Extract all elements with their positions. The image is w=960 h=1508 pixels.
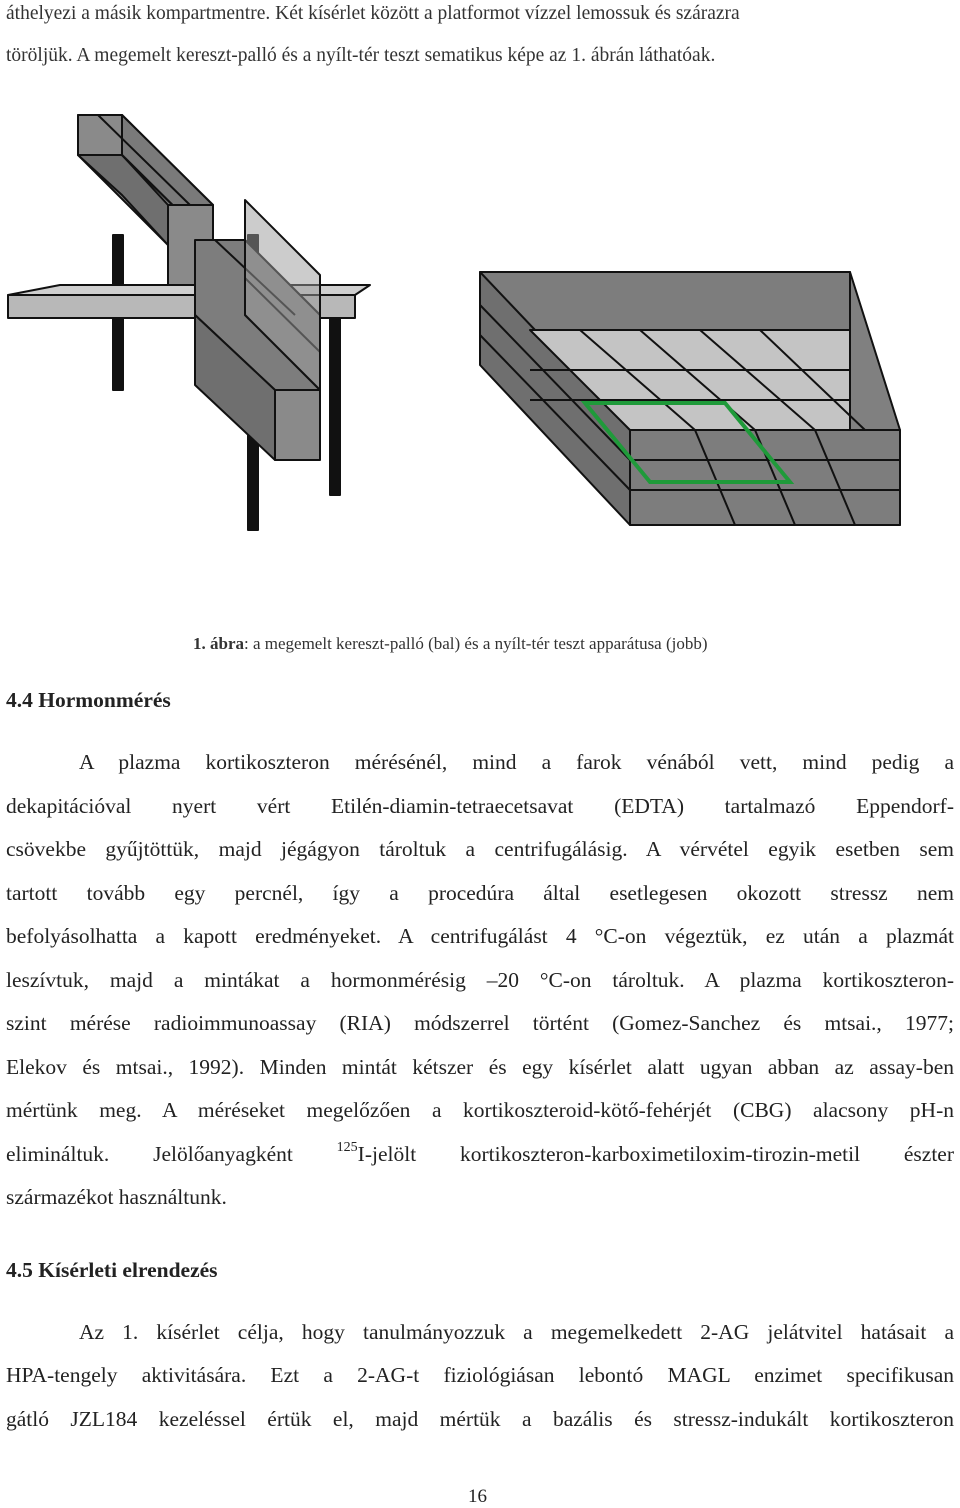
- section-heading-4-4: 4.4 Hormonmérés: [6, 688, 171, 712]
- isotope-superscript: 125: [336, 1140, 358, 1155]
- paragraph-line: gátló JZL184 kezeléssel értük el, majd mértük a bazális és stressz-indukált kortikoszteron: [6, 1407, 954, 1431]
- elevated-plus-maze-illustration: [0, 100, 440, 540]
- paragraph-line: befolyásolhatta a kapott eredményeket. A centrifugálást 4 °C-on végeztük, ez után a plazmát: [6, 924, 954, 948]
- intro-line-2: töröljük. A megemelt kereszt-palló és a nyílt-tér teszt sematikus képe az 1. ábrán láthatóak.: [6, 45, 716, 66]
- paragraph-line: dekapitációval nyert vért Etilén-diamin-tetraecetsavat (EDTA) tartalmazó Eppendorf-: [6, 794, 954, 818]
- isotope-line-start: elimináltuk. Jelölőanyagként: [6, 1142, 337, 1166]
- paragraph-line: leszívtuk, majd a mintákat a hormonmérésig –20 °C-on tároltuk. A plazma kortikoszteron-: [6, 968, 954, 992]
- paragraph-line: szint mérése radioimmunoassay (RIA) módszerrel történt (Gomez-Sanchez és mtsai., 1977;: [6, 1011, 954, 1035]
- paragraph-line: HPA-tengely aktivitására. Ezt a 2-AG-t fiziológiásan lebontó MAGL enzimet specifikusan: [6, 1363, 954, 1387]
- paragraph-line: A plazma kortikoszteron mérésénél, mind a farok vénából vett, mind pedig a: [79, 750, 954, 774]
- paragraph-line: Elekov és mtsai., 1992). Minden mintát kétszer és egy kísérlet alatt ugyan abban az assay-ben: [6, 1055, 954, 1079]
- paragraph-line-isotope: [6, 1141, 954, 1171]
- paragraph-line: származékot használtunk.: [6, 1185, 227, 1209]
- figure-caption: [193, 633, 708, 655]
- paragraph-line: csövekbe gyűjtöttük, majd jégágyon tároltuk a centrifugálásig. A vérvétel egyik esetben sem: [6, 837, 954, 861]
- intro-line-1: áthelyezi a másik kompartmentre. Két kísérlet között a platformot vízzel lemossuk és szárazra: [6, 3, 740, 24]
- figure-caption-text: : a megemelt kereszt-palló (bal) és a nyílt-tér teszt apparátusa (jobb): [244, 634, 708, 653]
- figure-caption-label: 1. ábra: [193, 634, 244, 653]
- paragraph-line: Az 1. kísérlet célja, hogy tanulmányozzuk a megemelkedett 2-AG jelátvitel hatásait a: [79, 1320, 954, 1344]
- paragraph-line: tartott tovább egy percnél, így a procedúra által esetlegesen okozott stressz nem: [6, 881, 954, 905]
- section-heading-4-5: 4.5 Kísérleti elrendezés: [6, 1258, 218, 1282]
- page-number: 16: [468, 1486, 487, 1507]
- paragraph-line: mértünk meg. A méréseket megelőzően a kortikoszteroid-kötő-fehérjét (CBG) alacsony pH-n: [6, 1098, 954, 1122]
- open-field-box-illustration: [470, 260, 915, 540]
- isotope-line-end: I-jelölt kortikoszteron-karboximetiloxim-tirozin-metil észter: [357, 1142, 954, 1166]
